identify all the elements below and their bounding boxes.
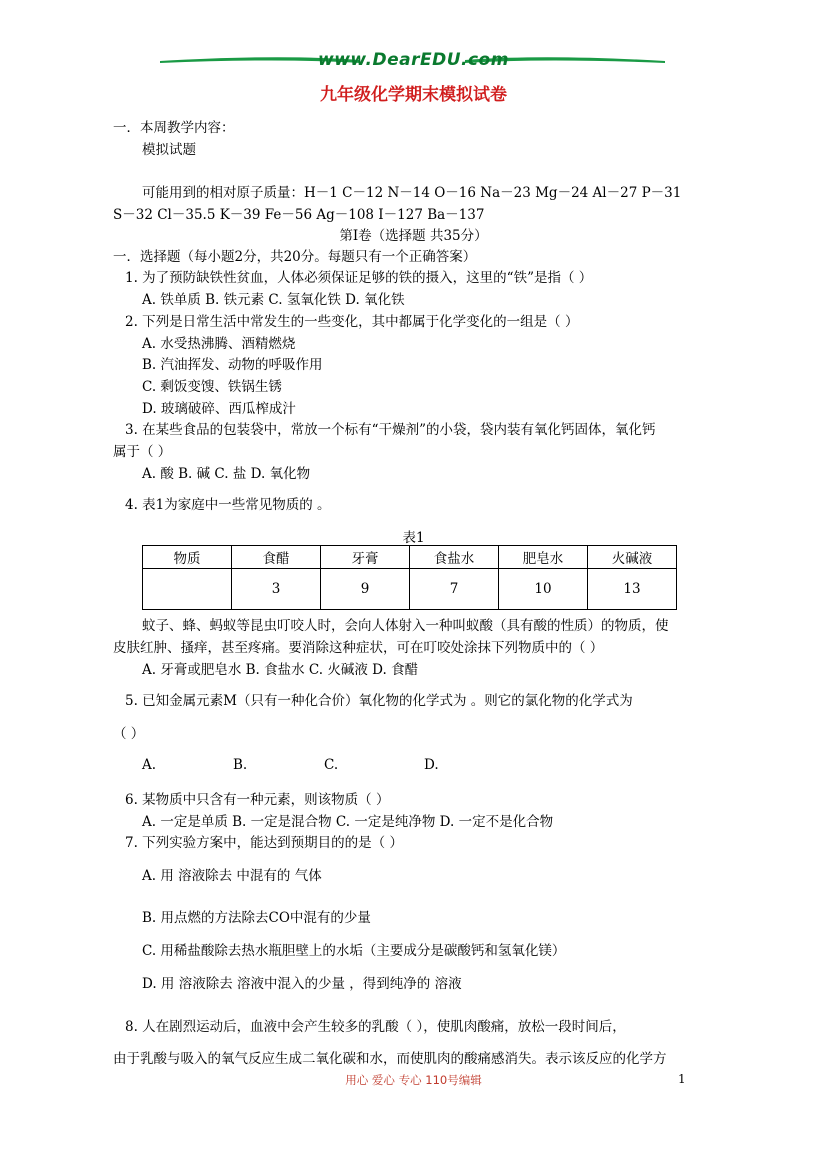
volume-heading: 第Ⅰ卷（选择题 共35分） — [339, 228, 488, 244]
question-5-option-d: D. — [424, 757, 439, 773]
footer-slogan: 用心 爱心 专心 110号编辑 — [345, 1073, 482, 1087]
question-7-option-b: B. 用点燃的方法除去CO中混有的少量 — [142, 910, 371, 926]
question-5-option-c: C. — [324, 757, 339, 773]
atomic-mass-line2: S－32 Cl－35.5 K－39 Fe－56 Ag－108 I－127 Ba－137 — [113, 207, 485, 223]
table-cell: 13 — [588, 569, 677, 610]
table-cell: 10 — [499, 569, 588, 610]
table-header-row — [143, 546, 677, 569]
site-logo[interactable]: www.DearEDU.com — [318, 50, 509, 70]
question-3-options: A. 酸 B. 碱 C. 盐 D. 氧化物 — [142, 466, 311, 482]
table-header-cell: 火碱液 — [588, 546, 677, 569]
table-cell: 9 — [321, 569, 410, 610]
question-7-option-c: C. 用稀盐酸除去热水瓶胆壁上的水垢（主要成分是碳酸钙和氢氧化镁） — [142, 943, 566, 959]
table-header-cell: 牙膏 — [321, 546, 410, 569]
question-8-line2: 由于乳酸与吸入的氧气反应生成二氧化碳和水，而使肌肉的酸痛感消失。表示该反应的化学方 — [113, 1051, 667, 1067]
table-cell: 3 — [232, 569, 321, 610]
table-header-cell: 肥皂水 — [499, 546, 588, 569]
page-title: 九年级化学期末模拟试卷 — [320, 85, 507, 105]
question-4: 4. 表1为家庭中一些常见物质的 。 — [125, 497, 331, 513]
question-1-options: A. 铁单质 B. 铁元素 C. 氢氧化铁 D. 氧化铁 — [142, 292, 405, 308]
question-1: 1. 为了预防缺铁性贫血，人体必须保证足够的铁的摄入，这里的“铁”是指（ ） — [125, 270, 593, 286]
question-4-options: A. 牙膏或肥皂水 B. 食盐水 C. 火碱液 D. 食醋 — [142, 662, 419, 678]
table-cell: 7 — [410, 569, 499, 610]
choice-header: 一．选择题（每小题2分，共20分。每题只有一个正确答案） — [113, 249, 477, 265]
question-5-paren: （ ） — [113, 726, 145, 742]
question-7: 7. 下列实验方案中，能达到预期目的的是（ ） — [125, 835, 403, 851]
question-2-option-d: D. 玻璃破碎、西瓜榨成汁 — [142, 401, 296, 417]
question-2: 2. 下列是日常生活中常发生的一些变化，其中都属于化学变化的一组是（ ） — [125, 314, 579, 330]
question-7-option-a: A. 用 溶液除去 中混有的 气体 — [142, 868, 322, 884]
question-5: 5. 已知金属元素M（只有一种化合价）氧化物的化学式为 。则它的氯化物的化学式为 — [125, 693, 633, 709]
question-6-options: A. 一定是单质 B. 一定是混合物 C. 一定是纯净物 D. 一定不是化合物 — [142, 814, 554, 830]
question-7-option-d: D. 用 溶液除去 溶液中混入的少量 ，得到纯净的 溶液 — [142, 976, 462, 992]
table-row — [143, 569, 677, 610]
ph-table — [142, 545, 677, 610]
question-3-line1: 3. 在某些食品的包装袋中，常放一个标有“干燥剂”的小袋，袋内装有氧化钙固体，氧化钙 — [125, 422, 656, 438]
atomic-mass-line1: 可能用到的相对原子质量：H－1 C－12 N－14 O－16 Na－23 Mg－24 Al－27 P－31 — [142, 185, 682, 201]
question-4-text1: 蚊子、蜂、蚂蚁等昆虫叮咬人时，会向人体射入一种叫蚁酸（具有酸的性质）的物质，使 — [142, 618, 669, 634]
section-heading: 一．本周教学内容： — [113, 120, 235, 136]
table-cell — [143, 569, 232, 610]
question-3-line2: 属于（ ） — [113, 444, 172, 460]
page-number: 1 — [678, 1072, 686, 1086]
table-caption: 表1 — [402, 530, 425, 546]
question-2-option-c: C. 剩饭变馊、铁锅生锈 — [142, 379, 282, 395]
table-header-cell: 物质 — [143, 546, 232, 569]
question-4-text2: 皮肤红肿、搔痒，甚至疼痛。要消除这种症状，可在叮咬处涂抹下列物质中的（ ） — [113, 640, 604, 656]
content-label: 模拟试题 — [142, 142, 196, 158]
question-6: 6. 某物质中只含有一种元素，则该物质（ ） — [125, 792, 390, 808]
table-header-cell: 食盐水 — [410, 546, 499, 569]
table-header-cell: 食醋 — [232, 546, 321, 569]
question-2-option-b: B. 汽油挥发、动物的呼吸作用 — [142, 357, 323, 373]
question-5-option-b: B. — [233, 757, 248, 773]
question-8-line1: 8. 人在剧烈运动后，血液中会产生较多的乳酸（ ），使肌肉酸痛，放松一段时间后， — [125, 1019, 626, 1035]
question-5-option-a: A. — [142, 757, 157, 773]
question-2-option-a: A. 水受热沸腾、酒精燃烧 — [142, 336, 296, 352]
